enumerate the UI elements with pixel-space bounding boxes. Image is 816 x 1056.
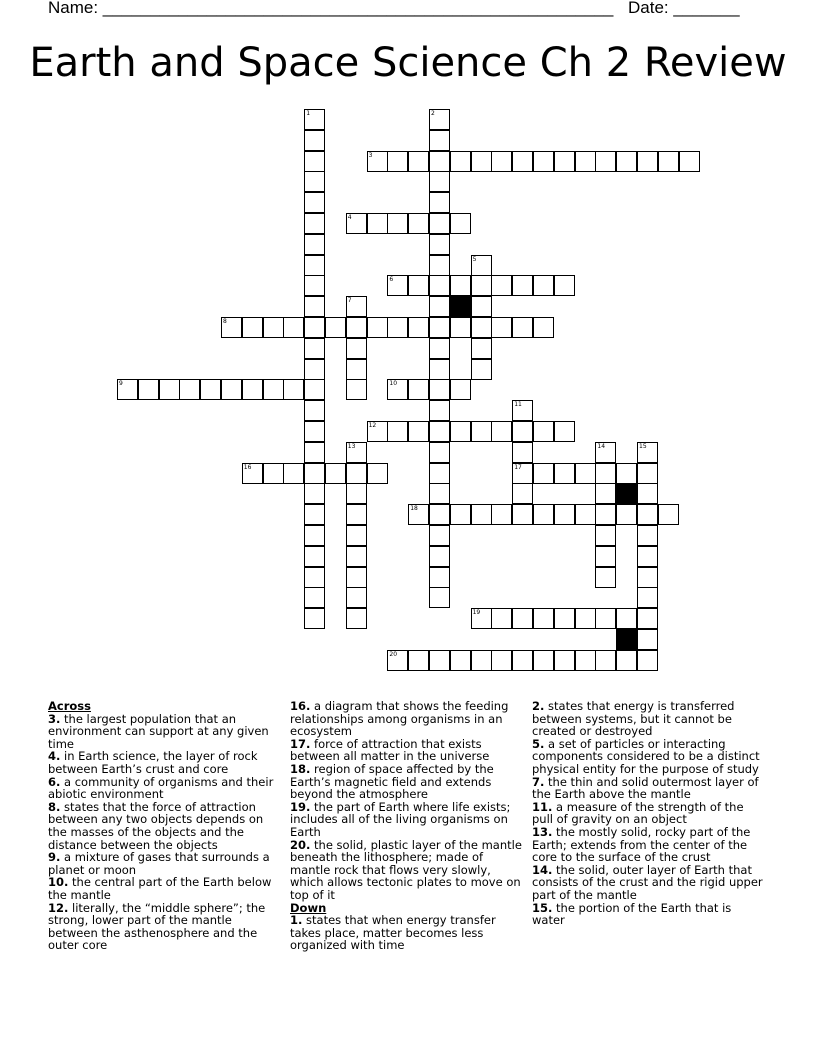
clue-item [48,801,283,851]
grid-cell[interactable] [304,567,325,588]
grid-cell[interactable] [346,587,367,608]
clues-column-3 [532,700,767,927]
clues-column-1 [48,700,283,952]
grid-cell[interactable] [637,483,658,504]
grid-cell[interactable] [263,463,284,484]
down-heading: Down [290,900,327,915]
grid-cell[interactable] [429,359,450,380]
clue-text: the mostly solid, rocky part of the Earth; extends from the center of the core to the surface of the crust [532,824,751,865]
grid-cell[interactable] [304,338,325,359]
grid-cell[interactable] [304,442,325,463]
grid-cell[interactable] [637,504,658,525]
clue-text: states that when energy transfer takes place, matter becomes less organized with time [290,913,496,953]
cell-number: 11 [514,401,522,409]
grid-cell[interactable] [637,463,658,484]
grid-cell[interactable] [304,234,325,255]
grid-cell[interactable] [304,608,325,629]
clue-number: 19. [290,799,311,814]
cell-number: 2 [431,110,435,117]
grid-cell[interactable] [429,379,450,400]
grid-cell[interactable] [429,546,450,567]
clue-text: the solid, outer layer of Earth that consists of the crust and the rigid upper part of the mantle [532,862,763,902]
clue-text: the thin and solid outermost layer of the Earth above the mantle [532,774,759,802]
grid-cell[interactable] [200,379,221,400]
grid-cell[interactable] [387,421,408,442]
grid-cell[interactable] [658,504,679,525]
grid-cell[interactable] [346,213,367,234]
grid-cell[interactable] [512,275,533,296]
grid-cell[interactable] [304,192,325,213]
grid-cell[interactable] [304,587,325,608]
grid-cell[interactable] [429,255,450,276]
clue-item [48,876,283,901]
grid-cell[interactable] [387,275,408,296]
grid-cell[interactable] [429,587,450,608]
clue-item [290,738,525,763]
grid-cell[interactable] [533,504,554,525]
across-heading: Across [48,699,91,713]
cell-number: 15 [639,442,647,450]
grid-cell[interactable] [491,504,512,525]
grid-cell[interactable] [429,567,450,588]
grid-cell[interactable] [471,338,492,359]
clue-number: 16. [290,699,311,713]
grid-cell[interactable] [325,463,346,484]
grid-cell[interactable] [512,463,533,484]
grid-cell[interactable] [554,463,575,484]
clue-text: a community of organisms and their abiotic environment [48,774,274,802]
grid-cell[interactable] [450,421,471,442]
grid-cell[interactable] [387,650,408,671]
grid-cell[interactable] [450,213,471,234]
grid-cell[interactable] [408,275,429,296]
grid-cell[interactable] [616,151,637,172]
clue-item [532,776,767,801]
grid-cell[interactable] [304,379,325,400]
grid-cell[interactable] [554,504,575,525]
clue-item [48,713,283,751]
grid-cell[interactable] [408,213,429,234]
grid-cell[interactable] [346,442,367,463]
grid-cell[interactable] [304,213,325,234]
grid-cell[interactable] [595,546,616,567]
grid-cell[interactable] [387,379,408,400]
grid-cell[interactable] [304,275,325,296]
grid-cell[interactable] [533,421,554,442]
grid-cell[interactable] [346,567,367,588]
grid-cell[interactable] [554,608,575,629]
grid-cell[interactable] [429,421,450,442]
clue-number: 2. [532,699,545,713]
clue-number: 15. [532,900,553,915]
cell-number: 7 [347,297,352,305]
grid-cell[interactable] [450,379,471,400]
grid-cell[interactable] [408,504,429,525]
clue-number: 7. [532,774,545,789]
grid-cell[interactable] [429,504,450,525]
clue-item [290,700,525,738]
cell-number: 19 [472,609,481,617]
grid-cell[interactable] [429,213,450,234]
grid-cell[interactable] [325,317,346,338]
grid-cell[interactable] [595,463,616,484]
grid-cell[interactable] [346,483,367,504]
grid-cell[interactable] [595,567,616,588]
clue-text: force of attraction that exists between all matter in the universe [290,736,490,764]
clue-number: 14. [532,862,553,877]
grid-cell[interactable] [450,275,471,296]
grid-cell[interactable] [595,483,616,504]
clue-number: 12. [48,900,69,915]
clue-number: 5. [532,736,545,751]
grid-cell[interactable] [367,421,388,442]
clue-text: a measure of the strength of the pull of gravity on an object [532,799,744,827]
clue-item [48,902,283,952]
cell-number: 13 [347,442,356,450]
grid-cell[interactable] [304,504,325,525]
grid-cell[interactable] [429,275,450,296]
grid-cell[interactable] [637,151,658,172]
grid-cell[interactable] [346,525,367,546]
page-title: Earth and Space Science Ch 2 Review [29,40,787,86]
grid-cell[interactable] [533,608,554,629]
grid-cell[interactable] [221,379,242,400]
grid-cell[interactable] [637,442,658,463]
grid-cell[interactable] [616,650,637,671]
grid-cell[interactable] [595,151,616,172]
grid-cell[interactable] [304,421,325,442]
grid-cell[interactable] [429,525,450,546]
grid-cell[interactable] [471,504,492,525]
clue-item [532,902,767,927]
grid-cell[interactable] [616,463,637,484]
clue-number: 10. [48,875,69,890]
grid-cell[interactable] [429,296,450,317]
grid-cell[interactable] [512,400,533,421]
grid-cell[interactable] [491,421,512,442]
grid-cell[interactable] [512,504,533,525]
cell-number: 10 [389,380,398,388]
grid-cell[interactable] [429,338,450,359]
clue-item [290,839,525,902]
grid-cell[interactable] [263,379,284,400]
grid-cell[interactable] [491,151,512,172]
grid-cell[interactable] [512,442,533,463]
grid-cell[interactable] [429,463,450,484]
grid-cell[interactable] [346,463,367,484]
cell-number: 6 [389,276,394,284]
grid-cell[interactable] [429,317,450,338]
grid-cell[interactable] [367,317,388,338]
grid-cell[interactable] [179,379,200,400]
grid-cell[interactable] [512,650,533,671]
clue-number: 11. [532,799,553,814]
cell-number: 12 [368,422,377,429]
grid-cell[interactable] [283,317,304,338]
clue-text: region of space affected by the Earth’s magnetic field and extends beyond the atmosphere [290,761,494,802]
clues-column-2 [290,700,525,952]
grid-cell[interactable] [533,151,554,172]
grid-cell[interactable] [304,546,325,567]
clue-text: the solid, plastic layer of the mantle beneath the lithosphere; made of mantle rock that flows very slowly, which allows tectonic plates to move on top of it [290,837,522,902]
cell-number: 14 [597,442,606,450]
grid-cell[interactable] [304,359,325,380]
grid-cell[interactable] [512,483,533,504]
clue-item [532,738,767,776]
grid-cell[interactable] [304,151,325,172]
grid-cell[interactable] [533,317,554,338]
grid-cell[interactable] [346,338,367,359]
grid-cell[interactable] [471,296,492,317]
grid-cell[interactable] [637,525,658,546]
grid-cell[interactable] [304,130,325,151]
grid-cell[interactable] [554,275,575,296]
grid-cell[interactable] [471,317,492,338]
grid-cell[interactable] [595,504,616,525]
grid-cell[interactable] [429,442,450,463]
clue-number: 8. [48,799,61,814]
cell-number: 4 [347,214,352,221]
grid-cell[interactable] [533,275,554,296]
grid-cell[interactable] [450,151,471,172]
clue-text: a diagram that shows the feeding relationships among organisms in an ecosystem [290,699,509,739]
grid-cell[interactable] [471,151,492,172]
grid-cell[interactable] [367,463,388,484]
grid-cell[interactable] [304,171,325,192]
grid-cell[interactable] [637,650,658,671]
grid-cell[interactable] [575,608,596,629]
grid-cell[interactable] [346,317,367,338]
clue-text: states that energy is transferred between systems, but it cannot be created or destroyed [532,699,735,739]
grid-cell[interactable] [575,463,596,484]
grid-cell[interactable] [242,463,263,484]
grid-cell[interactable] [491,317,512,338]
grid-cell[interactable] [616,608,637,629]
grid-cell[interactable] [554,151,575,172]
cell-number: 18 [410,505,418,513]
grid-cell[interactable] [679,151,700,172]
grid-cell[interactable] [304,400,325,421]
grid-cell[interactable] [512,151,533,172]
clue-item [290,801,525,839]
grid-cell[interactable] [512,421,533,442]
clue-text: a mixture of gases that surrounds a planet or moon [48,850,270,877]
clue-number: 20. [290,837,311,852]
clue-text: a set of particles or interacting components considered to be a distinct physical entity for the purpose of study [532,736,760,776]
grid-cell[interactable] [533,650,554,671]
grid-cell[interactable] [304,317,325,338]
grid-cell[interactable] [450,317,471,338]
cell-number: 1 [306,110,311,117]
name-field[interactable]: Name: ______________________________________________________ [48,0,614,17]
clue-number: 9. [48,850,61,865]
grid-cell[interactable] [408,151,429,172]
grid-cell[interactable] [429,171,450,192]
clue-item [532,826,767,864]
clue-item [532,801,767,826]
grid-cell[interactable] [429,400,450,421]
clue-item [48,776,283,801]
grid-cell[interactable] [595,525,616,546]
grid-cell[interactable] [575,650,596,671]
grid-cell[interactable] [471,421,492,442]
grid-cell[interactable] [637,567,658,588]
cell-number: 3 [368,151,373,159]
grid-cell[interactable] [471,650,492,671]
grid-cell[interactable] [304,296,325,317]
grid-cell[interactable] [429,192,450,213]
black-cell [450,296,471,317]
clue-number: 18. [290,761,311,776]
grid-cell[interactable] [554,421,575,442]
cell-number: 8 [223,318,227,325]
clue-number: 17. [290,736,311,751]
grid-cell[interactable] [595,442,616,463]
cell-number: 9 [119,380,123,388]
grid-cell[interactable] [408,379,429,400]
clue-number: 4. [48,749,61,764]
grid-cell[interactable] [138,379,159,400]
black-cell [616,629,637,650]
grid-cell[interactable] [491,608,512,629]
clue-text: literally, the “middle sphere”; the strong, lower part of the mantle between the asthenosphere and the outer core [48,900,266,953]
grid-cell[interactable] [367,151,388,172]
grid-cell[interactable] [429,130,450,151]
grid-cell[interactable] [637,546,658,567]
clue-number: 6. [48,774,61,789]
grid-cell[interactable] [637,587,658,608]
grid-cell[interactable] [429,151,450,172]
grid-cell[interactable] [471,255,492,276]
clue-text: in Earth science, the layer of rock between Earth’s crust and core [48,749,258,776]
grid-cell[interactable] [346,608,367,629]
clue-number: 13. [532,824,553,839]
grid-cell[interactable] [263,317,284,338]
grid-cell[interactable] [471,359,492,380]
grid-cell[interactable] [491,275,512,296]
grid-cell[interactable] [159,379,180,400]
grid-cell[interactable] [471,275,492,296]
grid-cell[interactable] [408,317,429,338]
clue-item [532,864,767,902]
grid-cell[interactable] [616,504,637,525]
grid-cell[interactable] [242,317,263,338]
grid-cell[interactable] [304,463,325,484]
grid-cell[interactable] [346,546,367,567]
grid-cell[interactable] [637,608,658,629]
grid-cell[interactable] [346,296,367,317]
grid-cell[interactable] [595,608,616,629]
date-field[interactable]: Date: _______ [628,0,740,17]
cell-number: 20 [389,650,398,658]
grid-cell[interactable] [304,483,325,504]
grid-cell[interactable] [491,650,512,671]
grid-cell[interactable] [304,255,325,276]
clue-item [48,851,283,876]
grid-cell[interactable] [429,109,450,130]
clue-text: the largest population that an environment can support at any given time [48,711,269,751]
grid-cell[interactable] [575,504,596,525]
grid-cell[interactable] [408,650,429,671]
grid-cell[interactable] [346,379,367,400]
grid-cell[interactable] [450,650,471,671]
grid-cell[interactable] [408,421,429,442]
clue-item [532,700,767,738]
clue-text: states that the force of attraction between any two objects depends on the masses of the objects and the distance between the objects [48,799,264,852]
grid-cell[interactable] [304,109,325,130]
grid-cell[interactable] [658,151,679,172]
cell-number: 5 [472,255,477,263]
grid-cell[interactable] [512,317,533,338]
grid-cell[interactable] [242,379,263,400]
grid-cell[interactable] [637,629,658,650]
grid-cell[interactable] [367,213,388,234]
cell-number: 16 [243,463,252,471]
clue-text: the portion of the Earth that is water [532,900,732,928]
clue-item [290,914,525,952]
grid-cell[interactable] [471,608,492,629]
grid-cell[interactable] [346,359,367,380]
grid-cell[interactable] [346,504,367,525]
grid-cell[interactable] [387,151,408,172]
grid-cell[interactable] [429,234,450,255]
grid-cell[interactable] [450,504,471,525]
grid-cell[interactable] [117,379,138,400]
grid-cell[interactable] [595,650,616,671]
grid-cell[interactable] [387,317,408,338]
grid-cell[interactable] [283,463,304,484]
grid-cell[interactable] [533,463,554,484]
grid-cell[interactable] [387,213,408,234]
black-cell [616,483,637,504]
clue-text: the part of Earth where life exists; includes all of the living organisms on Earth [290,799,511,839]
grid-cell[interactable] [221,317,242,338]
clue-text: the central part of the Earth below the mantle [48,875,272,902]
cell-number: 17 [514,463,522,471]
clue-item [48,750,283,775]
grid-cell[interactable] [283,379,304,400]
grid-cell[interactable] [512,608,533,629]
grid-cell[interactable] [429,483,450,504]
grid-cell[interactable] [575,151,596,172]
grid-cell[interactable] [304,525,325,546]
clue-number: 3. [48,711,61,726]
grid-cell[interactable] [554,650,575,671]
clue-item [290,763,525,801]
clue-number: 1. [290,913,303,928]
grid-cell[interactable] [429,650,450,671]
